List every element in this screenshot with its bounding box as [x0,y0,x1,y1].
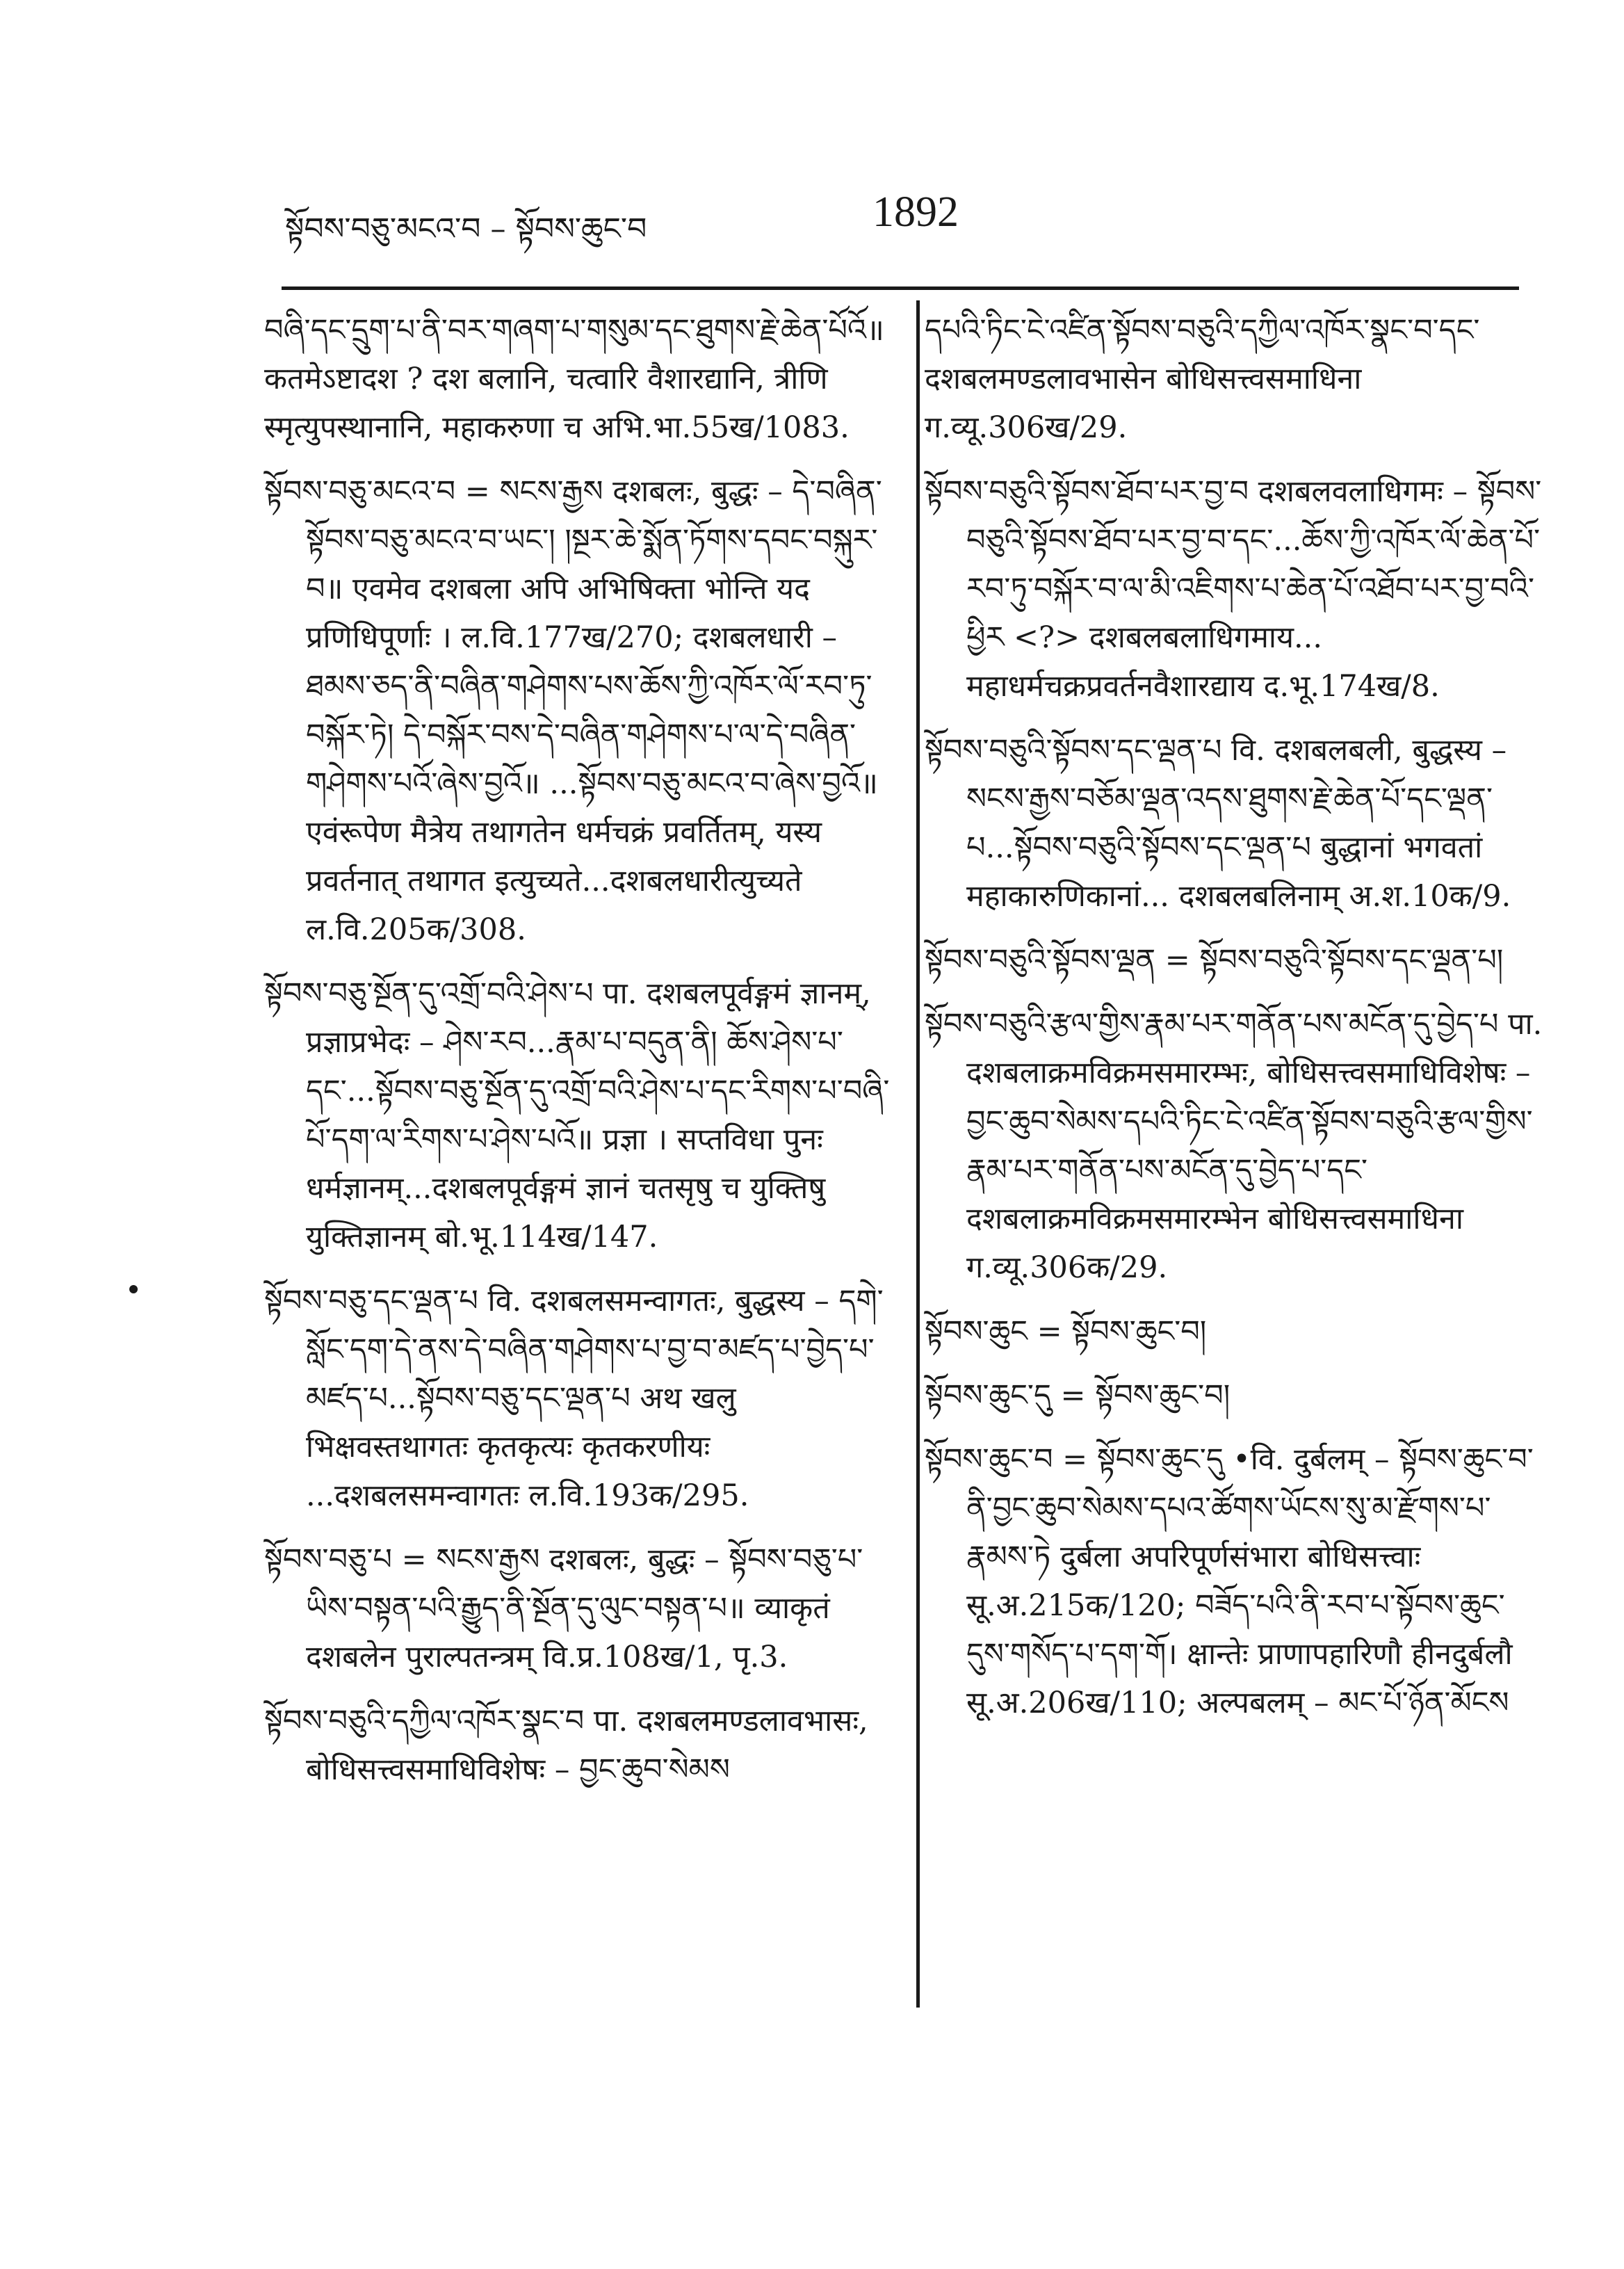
dictionary-entry: སྟོབས་ཆུང = སྟོབས་ཆུང་བ། [925,1314,1207,1349]
dictionary-entry: སྟོབས་བཅུའི་སྟོབས་ཐོབ་པར་བྱ་བ दशबलवलाधिगमः – སྟོབས་བཅུའི་སྟོབས་ཐོབ་པར་བྱ་བ་དང་...ཆོས་ཀྱི་འཁོར་ལོ་ཆེན་པོ་རབ་ཏུ་བསྐོར་བ་ལ་མི་འཇིགས་པ་ཆེན་པོ་འཐོབ་པར་བྱ་བའི་ཕྱིར <?> दशबलबलाधिगमाय... महाधर्मचक्रप्रवर्तनवैशारद्याय द.भू.174ख/8. [925,474,1542,704]
dictionary-entry: སྟོབས་བཅུའི་སྟོབས་དང་ལྡན་པ वि. दशबलबली, बुद्धस्य – སངས་རྒྱས་བཅོམ་ལྡན་འདས་ཐུགས་རྗེ་ཆེན་པོ་དང་ལྡན་པ...སྟོབས་བཅུའི་སྟོབས་དང་ལྡན་པ बुद्धानां भगवतां महाकारुणिकानां... दशबलबलिनाम् अ.श.10क/9. [925,733,1511,914]
scan-speck [129,1285,138,1293]
right-column [925,306,1543,1743]
dictionary-entry: སྟོབས་ཆུང་དུ = སྟོབས་ཆུང་བ། [925,1378,1231,1413]
dictionary-entry: སྟོབས་བཅུ་པ = སངས་རྒྱས दशबलः, बुद्धः – སྟོབས་བཅུ་པ་ཡིས་བསྟན་པའི་རྒྱུད་ནི་སྔོན་དུ་ལུང་བསྟན་པ॥ व्याकृतं दशबलेन पुराल्पतन्त्रम् वि.प्र.108ख/1, पृ.3. [264,1542,863,1674]
left-column [264,306,890,1809]
dictionary-entry-continued: བཞི་དང་དྲུག་པ་ནི་བར་གཞག་པ་གསུམ་དང་ཐུགས་རྗེ་ཆེན་པོའོ॥ कतमेऽष्टादश ? दश बलानि, चत्वारि वैशारद्यानि, त्रीणि स्मृत्युपस्थानानि, महाकरुणा च अभि.भा.55ख/1083. [264,313,884,445]
dictionary-entry-continued: དཔའི་ཏིང་ངེ་འཛིན་སྟོབས་བཅུའི་དཀྱིལ་འཁོར་སྣང་བ་དང་ दशबलमण्डलावभासेन बोधिसत्त्वसमाधिना ग.व्यू.306ख/29. [925,313,1480,445]
dictionary-entry: སྟོབས་བཅུ་སྔོན་དུ་འགྲོ་བའི་ཤེས་པ पा. दशबलपूर्वङ्गमं ज्ञानम्, प्रज्ञाप्रभेदः – ཤེས་རབ...རྣམ་པ་བདུན་ནི། ཆོས་ཤེས་པ་དང་...སྟོབས་བཅུ་སྔོན་དུ་འགྲོ་བའི་ཤེས་པ་དང་རིགས་པ་བཞི་པོ་དག་ལ་རིགས་པ་ཤེས་པའོ॥ प्रज्ञा । सप्तविधा पुनः धर्मज्ञानम्...दशबलपूर्वङ्गमं ज्ञानं चतसृषु च युक्तिषु युक्तिज्ञानम् बो.भू.114ख/147. [264,976,890,1254]
header-rule [282,286,1519,290]
column-divider [916,300,920,2008]
dictionary-entry: སྟོབས་བཅུ་དང་ལྡན་པ वि. दशबलसमन्वागतः, बुद्धस्य – དགེ་སློང་དག་དེ་ནས་དེ་བཞིན་གཤེགས་པ་བྱ་བ་མཛད་པ་བྱེད་པ་མཛད་པ...སྟོབས་བཅུ་དང་ལྡན་པ अथ खलु भिक्षवस्तथागतः कृतकृत्यः कृतकरणीयः ...दशबलसमन्वागतः ल.वि.193क/295. [264,1284,884,1513]
running-head: སྟོབས་བཅུ་མངའ་བ – སྟོབས་ཆུང་བ [285,211,647,247]
dictionary-entry: སྟོབས་བཅུའི་དཀྱིལ་འཁོར་སྣང་བ पा. दशबलमण्डलावभासः, बोधिसत्त्वसमाधिविशेषः – བྱང་ཆུབ་སེམས [264,1704,868,1787]
dictionary-entry: སྟོབས་བཅུའི་སྟོབས་ལྡན = སྟོབས་བཅུའི་སྟོབས་དང་ལྡན་པ། [925,943,1504,978]
dictionary-entry: སྟོབས་ཆུང་བ = སྟོབས་ཆུང་དུ •वि. दुर्बलम् – སྟོབས་ཆུང་བ་ནི་བྱང་ཆུབ་སེམས་དཔའ་ཚོགས་ཡོངས་སུ་མ་རྫོགས་པ་རྣམས་ཏེ दुर्बला अपरिपूर्णसंभारा बोधिसत्त्वाः सू.अ.215क/120; བཟོད་པའི་ནི་རབ་པ་སྟོབས་ཆུང་དུས་གསོད་པ་དག་གོ। क्षान्तेः प्राणापहारिणौ हीनदुर्बलौ सू.अ.206ख/110; अल्पबलम् – མང་པོ་ཉོན་མོངས [925,1442,1534,1720]
dictionary-entry: སྟོབས་བཅུའི་རྩལ་གྱིས་རྣམ་པར་གནོན་པས་མངོན་དུ་བྱེད་པ पा. दशबलाक्रमविक्रमसमारम्भः, बोधिसत्त्वसमाधिविशेषः – བྱང་ཆུབ་སེམས་དཔའི་ཏིང་ངེ་འཛིན་སྟོབས་བཅུའི་རྩལ་གྱིས་རྣམ་པར་གནོན་པས་མངོན་དུ་བྱེད་པ་དང་ दशबलाक्रमविक्रमसमारम्भेन बोधिसत्त्वसमाधिना ग.व्यू.306क/29. [925,1007,1543,1285]
page-number: 1892 [872,188,959,236]
dictionary-entry: སྟོབས་བཅུ་མངའ་བ = སངས་རྒྱས दशबलः, बुद्धः – དེ་བཞིན་སྟོབས་བཅུ་མངའ་བ་ཡང་། །སྔར་ཆེ་སྨོན་ཏོགས་དབང་བསྐུར་བ॥ एवमेव दशबला अपि अभिषिक्ता भोन्ति यद प्रणिधिपूर्णाः । ल.वि.177ख/270; दशबलधारी – ཐམས་ཅད་ནི་བཞིན་གཤེགས་པས་ཆོས་ཀྱི་འཁོར་ལོ་རབ་ཏུ་བསྐོར་ཏེ། དེ་བསྐོར་བས་དེ་བཞིན་གཤེགས་པ་ལ་དེ་བཞིན་གཤེགས་པའོ་ཞེས་བྱའོ॥ ...སྟོབས་བཅུ་མངའ་བ་ཞེས་བྱའོ॥ एवंरूपेण मैत्रेय तथागतेन धर्मचक्रं प्रवर्तितम्, यस्य प्रवर्तनात् तथागत इत्युच्यते...दशबलधारीत्युच्यते ल.वि.205क/308. [264,474,882,947]
